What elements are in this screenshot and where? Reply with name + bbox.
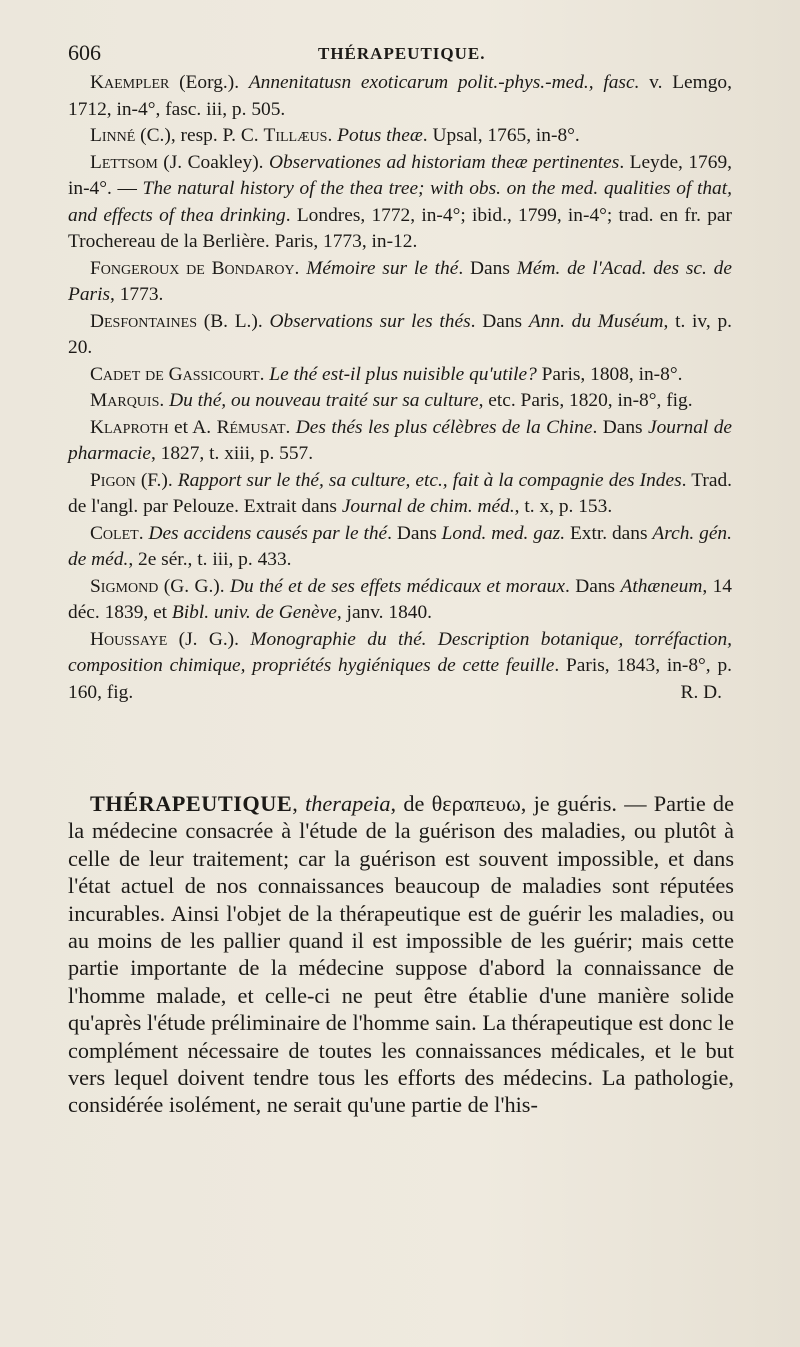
page-header (68, 40, 728, 70)
bib-entry: Kaempler (Eorg.). Annenitatusn exoticarum polit.-phys.-med., fasc. v. Lemgo, 1712, in-4°, fasc. iii, p. 505. (68, 72, 732, 120)
bib-entry: Linné (C.), resp. P. C. Tillæus. Potus theæ. Upsal, 1765, in-8°. (90, 125, 580, 146)
latin-term: therapeia (305, 791, 391, 816)
bib-entry: Marquis. Du thé, ou nouveau traité sur sa culture, etc. Paris, 1820, in-8°, fig. (90, 390, 693, 411)
headword: THÉRAPEUTIQUE (90, 791, 293, 816)
bib-entry: Fongeroux de Bondaroy. Mémoire sur le thé. Dans Mém. de l'Acad. des sc. de Paris, 1773. (68, 257, 732, 305)
bib-entry: Desfontaines (B. L.). Observations sur les thés. Dans Ann. du Muséum, t. iv, p. 20. (68, 310, 732, 358)
bib-entry: Klaproth et A. Rémusat. Des thés les plus célèbres de la Chine. Dans Journal de pharmacie, 1827, t. xiii, p. 557. (68, 416, 732, 464)
article-body: , je guéris. — Partie de la médecine consacrée à l'étude de la guérison des maladies, ou plutôt à celle de leur traitement; car la guérison est souvent impossible, et dans l'état actuel de nos connaissances beaucoup de maladies sont réputées incurables. Ainsi l'objet de la thérapeutique est de guérir les maladies, ou au moins de les pallier quand il est impossible de les guérir; mais cette partie importante de la médecine suppose d'abord la connaissance de l'homme malade, et celle-ci ne peut être établie d'une manière solide qu'après l'étude préliminaire de l'homme sain. La thérapeutique est donc le complément nécessaire de toutes les connaissances médicales, et le but vers lequel doivent tendre tous les efforts des médecins. La pathologie, considérée isolément, ne serait qu'une partie de l'his- (68, 791, 734, 1118)
greek-term: θεραπευω (431, 791, 521, 816)
bib-entry: Colet. Des accidens causés par le thé. Dans Lond. med. gaz. Extr. dans Arch. gén. de méd., 2e sér., t. iii, p. 433. (68, 522, 732, 570)
article-therapeutique (68, 790, 734, 1119)
author-signature: R. D. (680, 681, 722, 703)
bib-entry: Sigmond (G. G.). Du thé et de ses effets médicaux et moraux. Dans Athæneum, 14 déc. 1839, et Bibl. univ. de Genève, janv. 1840. (68, 575, 732, 623)
bib-entry: Pigon (F.). Rapport sur le thé, sa culture, etc., fait à la compagnie des Indes. Trad. de l'angl. par Pelouze. Extrait dans Journal de chim. méd., t. x, p. 153. (68, 469, 732, 517)
page-number: 606 (68, 40, 101, 65)
article-paragraph: THÉRAPEUTIQUE, therapeia, de θεραπευω, je guéris. — Partie de la médecine consacrée à l'étude de la guérison des maladies, ou plutôt à celle de leur traitement; car la guérison est souvent impossible, et dans l'état actuel de nos connaissances beaucoup de maladies sont réputées incurables. Ainsi l'objet de la thérapeutique est de guérir les maladies, ou au moins de les pallier quand il est impossible de les guérir; mais cette partie importante de la médecine suppose d'abord la connaissance de l'homme malade, et celle-ci ne peut être établie d'une manière solide qu'après l'étude préliminaire de l'homme sain. La thérapeutique est donc le complément nécessaire de toutes les connaissances médicales, et le but vers lequel doivent tendre tous les efforts des médecins. La pathologie, considérée isolément, ne serait qu'une partie de l'his- (68, 791, 734, 1118)
bib-entry: Cadet de Gassicourt. Le thé est-il plus nuisible qu'utile? Paris, 1808, in-8°. (90, 363, 683, 385)
running-title: THÉRAPEUTIQUE. (318, 44, 486, 63)
bib-entry: Lettsom (J. Coakley). Observationes ad historiam theæ pertinentes. Leyde, 1769, in-4°. — The natural history of the thea tree; with obs. on the med. qualities of that, and effects of thea drinking. Londres, 1772, in-4°; ibid., 1799, in-4°; trad. en fr. par Trochereau de la Berlière. Paris, 1773, in-12. (68, 151, 732, 252)
bib-entry: Houssaye (J. G.). Monographie du thé. Description botanique, torréfaction, composition chimique, propriétés hygiéniques de cette feuille. Paris, 1843, in-8°, p. 160, fig. (68, 628, 732, 703)
bibliography (68, 70, 732, 706)
